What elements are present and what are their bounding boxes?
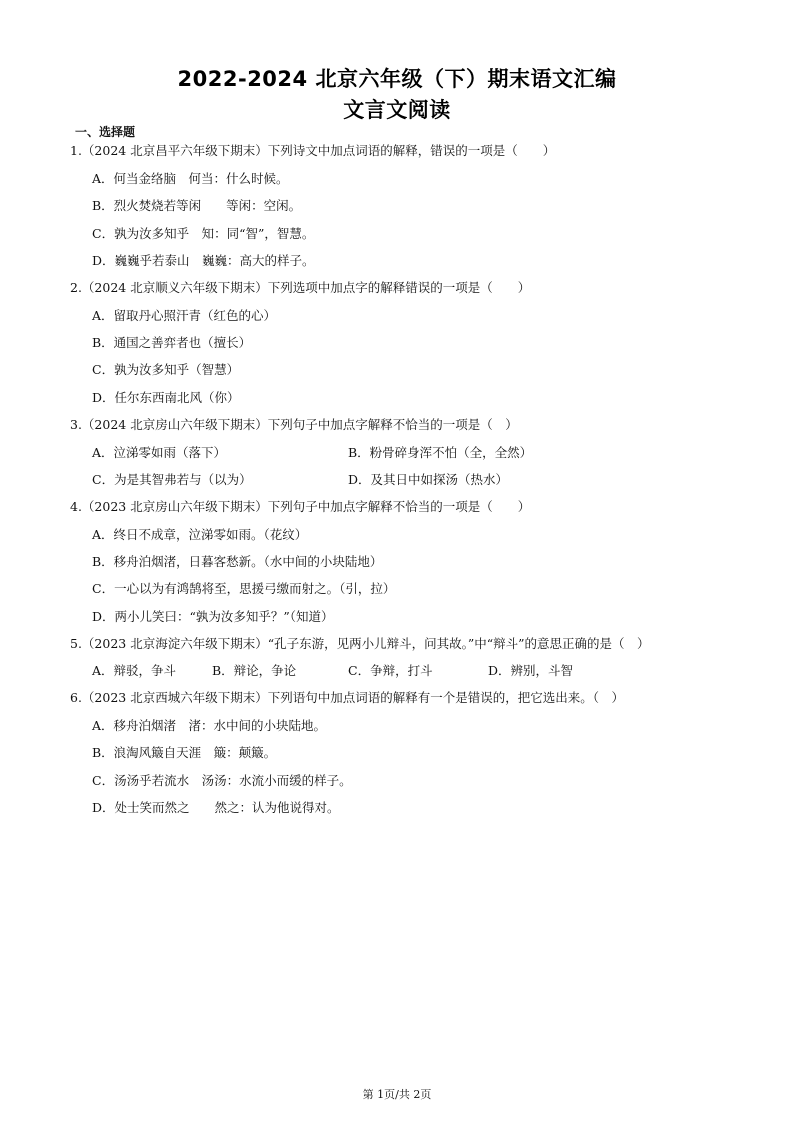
question-4-option-b: B．移舟泊烟渚，日暮客愁新。（水中间的小块陆地） <box>92 554 383 569</box>
question-3-option-b: B．粉骨碎身浑不怕（全，全然） <box>348 445 533 460</box>
document-title: 2022-2024 北京六年级（下）期末语文汇编 <box>177 67 617 91</box>
question-6-stem: 6.（2023 北京西城六年级下期末）下列语句中加点词语的解释有一个是错误的，把它选出来。（ ） <box>70 690 624 705</box>
question-3-option-a: A．泣涕零如雨（落下） <box>92 445 227 460</box>
question-6-option-b: B．浪淘风簸自天涯 簸：颠簸。 <box>92 745 277 760</box>
question-5-option-b: B．辩论，争论 <box>212 663 297 678</box>
question-2-option-c: C．孰为汝多知乎（智慧） <box>92 362 240 377</box>
question-3-option-d: D．及其日中如探汤（热水） <box>348 472 509 487</box>
question-2-option-b: B．通国之善弈者也（擅长） <box>92 335 252 350</box>
question-6-option-d: D．处士笑而然之 然之：认为他说得对。 <box>92 800 340 815</box>
question-1-option-b: B．烈火焚烧若等闲 等闲：空闲。 <box>92 198 302 213</box>
question-2-option-a: A．留取丹心照汗青（红色的心） <box>92 308 277 323</box>
question-5-option-a: A．辩驳，争斗 <box>92 663 177 678</box>
question-4-option-d: D．两小儿笑曰：“孰为汝多知乎？”（知道） <box>92 609 334 624</box>
question-1-option-c: C．孰为汝多知乎 知：同“智”，智慧。 <box>92 226 315 241</box>
question-4-option-c: C．一心以为有鸿鹄将至，思援弓缴而射之。（引，拉） <box>92 581 396 596</box>
question-6-option-c: C．汤汤乎若流水 汤汤：水流小而缓的样子。 <box>92 773 352 788</box>
question-1-stem: 1.（2024 北京昌平六年级下期末）下列诗文中加点词语的解释，错误的一项是（ ） <box>70 143 556 158</box>
question-1-option-d: D．巍巍乎若泰山 巍巍：高大的样子。 <box>92 253 315 268</box>
question-4-option-a: A．终日不成章，泣涕零如雨。（花纹） <box>92 527 308 542</box>
question-6-option-a: A．移舟泊烟渚 渚：水中间的小块陆地。 <box>92 718 327 733</box>
question-1-option-a: A．何当金络脑 何当：什么时候。 <box>92 171 289 186</box>
question-5-options <box>92 663 573 679</box>
question-2-stem: 2.（2024 北京顺义六年级下期末）下列选项中加点字的解释错误的一项是（ ） <box>70 280 531 295</box>
page-number: 第 1页/共 2页 <box>362 1088 432 1101</box>
question-4-stem: 4.（2023 北京房山六年级下期末）下列句子中加点字解释不恰当的一项是（ ） <box>70 499 531 514</box>
question-5-stem: 5.（2023 北京海淀六年级下期末）“孔子东游，见两小儿辩斗，问其故。”中“辩斗”的意思正确的是（ ） <box>70 636 650 651</box>
question-3-stem: 3.（2024 北京房山六年级下期末）下列句子中加点字解释不恰当的一项是（ ） <box>70 417 518 432</box>
section-heading: 一、选择题 <box>75 125 136 139</box>
question-2-option-d: D．任尔东西南北风（你） <box>92 390 240 405</box>
document-subtitle: 文言文阅读 <box>343 98 451 122</box>
question-5-option-d: D．辨别，斗智 <box>488 663 574 678</box>
question-3-option-c: C．为是其智弗若与（以为） <box>92 472 252 487</box>
question-5-option-c: C．争辩，打斗 <box>348 663 433 678</box>
